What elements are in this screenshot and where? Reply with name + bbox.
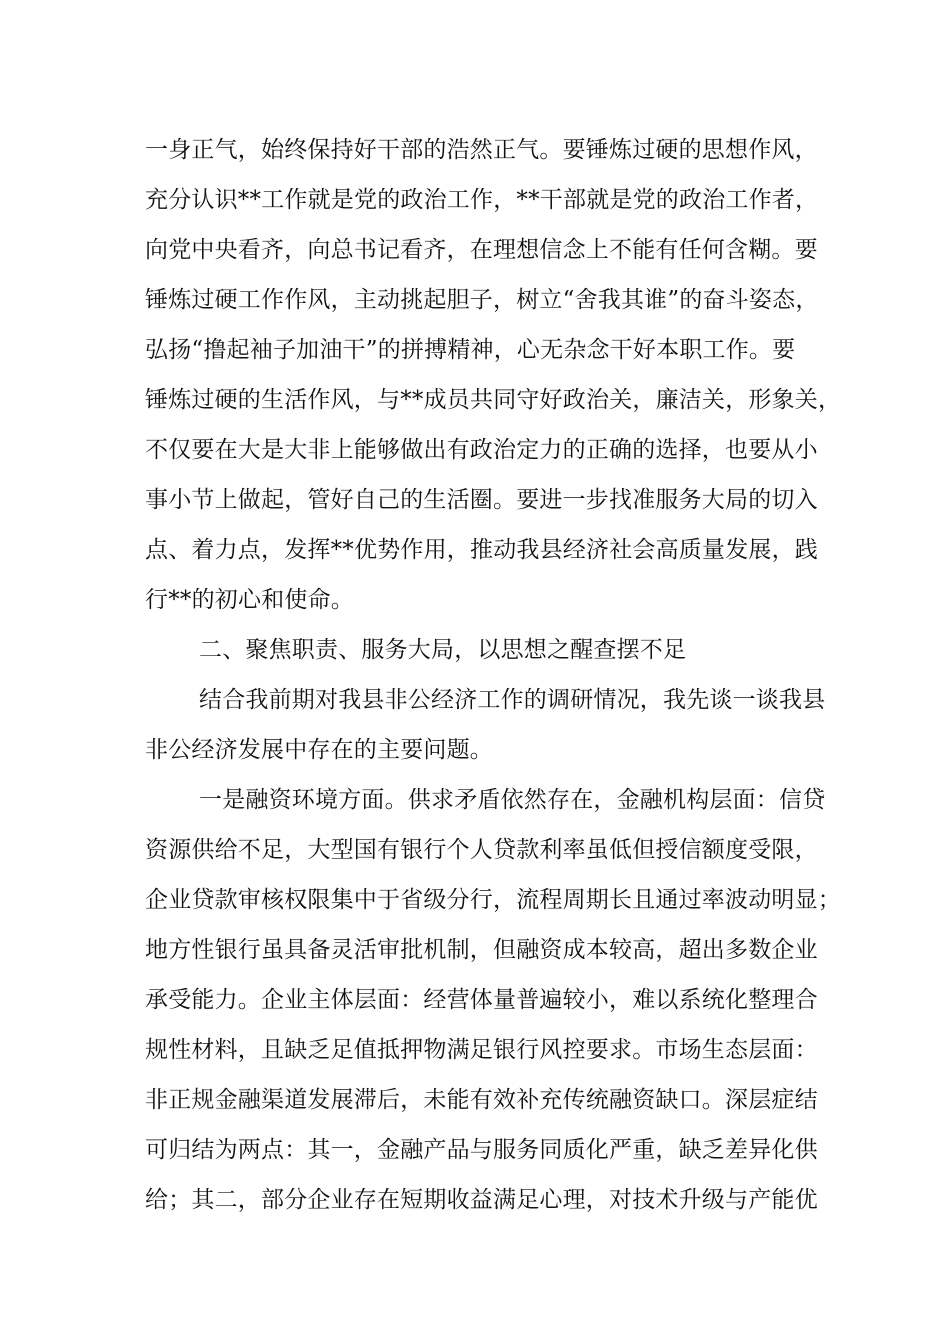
text-line: 不仅要在大是大非上能够做出有政治定力的正确的选择，也要从小 [145, 437, 818, 463]
text-line: 给；其二，部分企业存在短期收益满足心理，对技术升级与产能优 [145, 1187, 818, 1213]
text-line: 地方性银行虽具备灵活审批机制，但融资成本较高，超出多数企业 [145, 937, 818, 963]
text-line: 非公经济发展中存在的主要问题。 [145, 737, 493, 763]
text-line: 资源供给不足，大型国有银行个人贷款利率虽低但授信额度受限， [145, 837, 818, 863]
text-line: 结合我前期对我县非公经济工作的调研情况，我先谈一谈我县 [199, 687, 826, 713]
text-line: 承受能力。企业主体层面：经营体量普遍较小，难以系统化整理合 [145, 987, 818, 1013]
text-line: 向党中央看齐，向总书记看齐，在理想信念上不能有任何含糊。要 [145, 237, 818, 263]
text-line: 一身正气，始终保持好干部的浩然正气。要锤炼过硬的思想作风， [145, 137, 818, 163]
text-line: 锤炼过硬工作作风，主动挑起胆子，树立“舍我其谁”的奋斗姿态， [145, 287, 819, 313]
text-line: 企业贷款审核权限集中于省级分行，流程周期长且通过率波动明显； [145, 887, 841, 913]
text-line: 非正规金融渠道发展滞后，未能有效补充传统融资缺口。深层症结 [145, 1087, 818, 1113]
text-line: 可归结为两点：其一，金融产品与服务同质化严重，缺乏差异化供 [145, 1137, 818, 1163]
section-heading: 二、聚焦职责、服务大局，以思想之醒查摆不足 [199, 637, 687, 663]
text-line: 规性材料，且缺乏足值抵押物满足银行风控要求。市场生态层面： [145, 1037, 818, 1063]
text-line: 事小节上做起，管好自己的生活圈。要进一步找准服务大局的切入 [145, 487, 818, 513]
text-line: 弘扬“撸起袖子加油干”的拼搏精神，心无杂念干好本职工作。要 [145, 337, 796, 363]
text-line: 行**的初心和使命。 [145, 587, 354, 613]
text-line: 锤炼过硬的生活作风，与**成员共同守好政治关，廉洁关，形象关， [145, 387, 842, 413]
text-line: 充分认识**工作就是党的政治工作，**干部就是党的政治工作者， [145, 187, 819, 213]
text-line: 一是融资环境方面。供求矛盾依然存在，金融机构层面：信贷 [199, 787, 826, 813]
text-line: 点、着力点，发挥**优势作用，推动我县经济社会高质量发展，践 [145, 537, 818, 563]
